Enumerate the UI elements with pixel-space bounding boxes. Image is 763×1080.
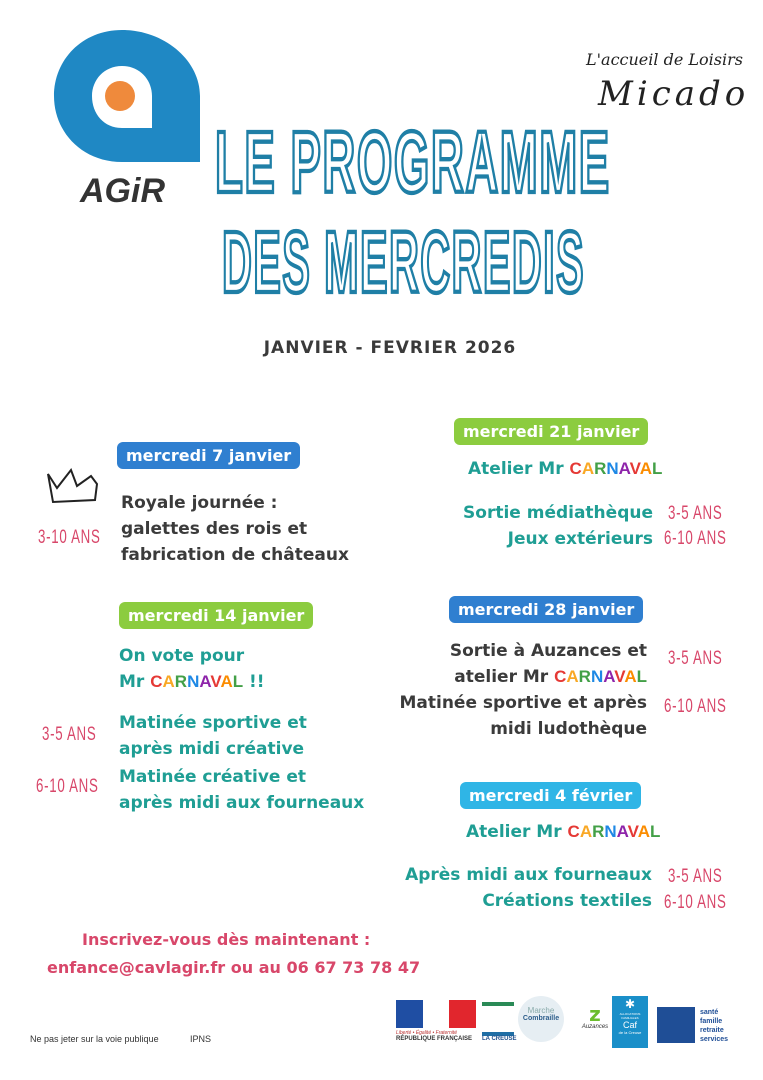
activity-4-2: Créations textiles: [482, 891, 652, 911]
activity-14-3-5: [119, 710, 307, 762]
age-6-10: 6-10 ANS: [664, 528, 727, 549]
rf-name: RÉPUBLIQUE FRANÇAISE: [396, 1036, 473, 1042]
activity-line: Royale journée :: [121, 493, 278, 513]
activity-28-6-10: [399, 690, 647, 742]
date-badge-7-janvier: mercredi 7 janvier: [117, 442, 300, 469]
activity-line: après midi créative: [119, 739, 305, 759]
age-3-5: 3-5 ANS: [668, 866, 723, 887]
auzances-text: Auzances: [581, 1024, 609, 1030]
atelier-text: Atelier Mr: [466, 822, 562, 842]
activity-4-1: Après midi aux fourneaux: [405, 865, 652, 885]
atelier-21: [468, 456, 662, 482]
title-line-2: DES MERCREDIS: [222, 213, 585, 311]
activity-line: [450, 664, 647, 690]
mr-text: Mr: [119, 672, 145, 692]
atelier-text: atelier Mr: [454, 667, 549, 687]
ipns: IPNS: [190, 1034, 212, 1044]
carnaval-wordmark: CARNAVAL: [567, 822, 661, 841]
vote-line: On vote pour: [119, 646, 245, 666]
period-subtitle: JANVIER - FEVRIER 2026: [263, 338, 517, 358]
logo-marche-combraille: [518, 996, 564, 1042]
atelier-text: Atelier Mr: [468, 459, 564, 479]
activity-line: fabrication de châteaux: [121, 545, 349, 565]
activity-line: Sortie à Auzances et: [449, 641, 647, 661]
age-3-5: 3-5 ANS: [668, 503, 723, 524]
msa-line: retraite: [700, 1027, 724, 1034]
age-6-10: 6-10 ANS: [664, 892, 727, 913]
activity-21-1: Sortie médiathèque: [463, 503, 653, 523]
activity-line: après midi aux fourneaux: [119, 793, 365, 813]
age-6-10: 6-10 ANS: [664, 696, 727, 717]
carnaval-wordmark: CARNAVAL: [554, 667, 647, 686]
combraille-text: Combraille: [522, 1015, 560, 1022]
activity-line: galettes des rois et: [121, 519, 308, 539]
activity-28-3-5: [450, 638, 647, 690]
activity-line: Matinée sportive et: [119, 713, 307, 733]
agir-logo-text: AGiR: [80, 172, 165, 210]
vote-line-2: [119, 669, 265, 695]
date-badge-14-janvier: mercredi 14 janvier: [119, 602, 313, 629]
caf-dept: de la Creuse: [618, 1030, 642, 1035]
contact-info[interactable]: enfance@cavlagir.fr ou au 06 67 73 78 47: [47, 958, 421, 977]
logo-la-creuse: [482, 1002, 517, 1042]
msa-line: services: [700, 1036, 729, 1043]
vote-carnaval: [119, 643, 265, 695]
signup-text: Inscrivez-vous dès maintenant :: [82, 930, 371, 949]
logo-auzances: z Auzances: [578, 1004, 612, 1030]
age-3-10: 3-10 ANS: [38, 527, 101, 548]
agir-logo-mark: [52, 28, 202, 163]
age-3-5: 3-5 ANS: [42, 724, 97, 745]
age-3-5: 3-5 ANS: [668, 648, 723, 669]
msa-text: [700, 1008, 728, 1044]
footer-note: Ne pas jeter sur la voie publique: [30, 1034, 159, 1044]
exclamation: !!: [249, 672, 265, 692]
carnaval-wordmark: CARNAVAL: [150, 672, 244, 691]
activity-line: Matinée sportive et après: [399, 693, 647, 713]
agir-logo: [52, 28, 202, 163]
logo-republique-francaise: [396, 1000, 476, 1042]
atelier-4: [466, 819, 660, 845]
activity-21-2: Jeux extérieurs: [507, 529, 653, 549]
msa-line: santé: [700, 1009, 719, 1016]
accueil-name: Micado: [598, 74, 750, 114]
caf-text: Caf: [622, 1020, 637, 1030]
crown-icon: [45, 466, 101, 506]
caf-subtitle: ALLOCATIONS FAMILIALES: [619, 1012, 641, 1020]
title-line-1: LE PROGRAMME: [215, 113, 611, 211]
date-badge-28-janvier: mercredi 28 janvier: [449, 596, 643, 623]
logo-caf: ✱ ALLOCATIONS FAMILIALES Caf de la Creuse: [612, 996, 648, 1048]
date-badge-21-janvier: mercredi 21 janvier: [454, 418, 648, 445]
msa-line: famille: [700, 1018, 723, 1025]
activity-line: midi ludothèque: [490, 719, 647, 739]
rf-motto: Liberté • Égalité • Fraternité: [396, 1030, 458, 1036]
marche-text: Marche: [527, 1006, 555, 1015]
activity-7-janvier: [121, 490, 349, 568]
age-6-10: 6-10 ANS: [36, 776, 99, 797]
date-badge-4-fevrier: mercredi 4 février: [460, 782, 641, 809]
activity-line: Matinée créative et: [119, 767, 307, 787]
activity-14-6-10: [119, 764, 364, 816]
logo-msa: [657, 1007, 695, 1043]
accueil-label: L'accueil de Loisirs: [586, 50, 743, 69]
carnaval-wordmark: CARNAVAL: [569, 459, 663, 478]
creuse-text: LA CREUSE: [482, 1036, 517, 1042]
